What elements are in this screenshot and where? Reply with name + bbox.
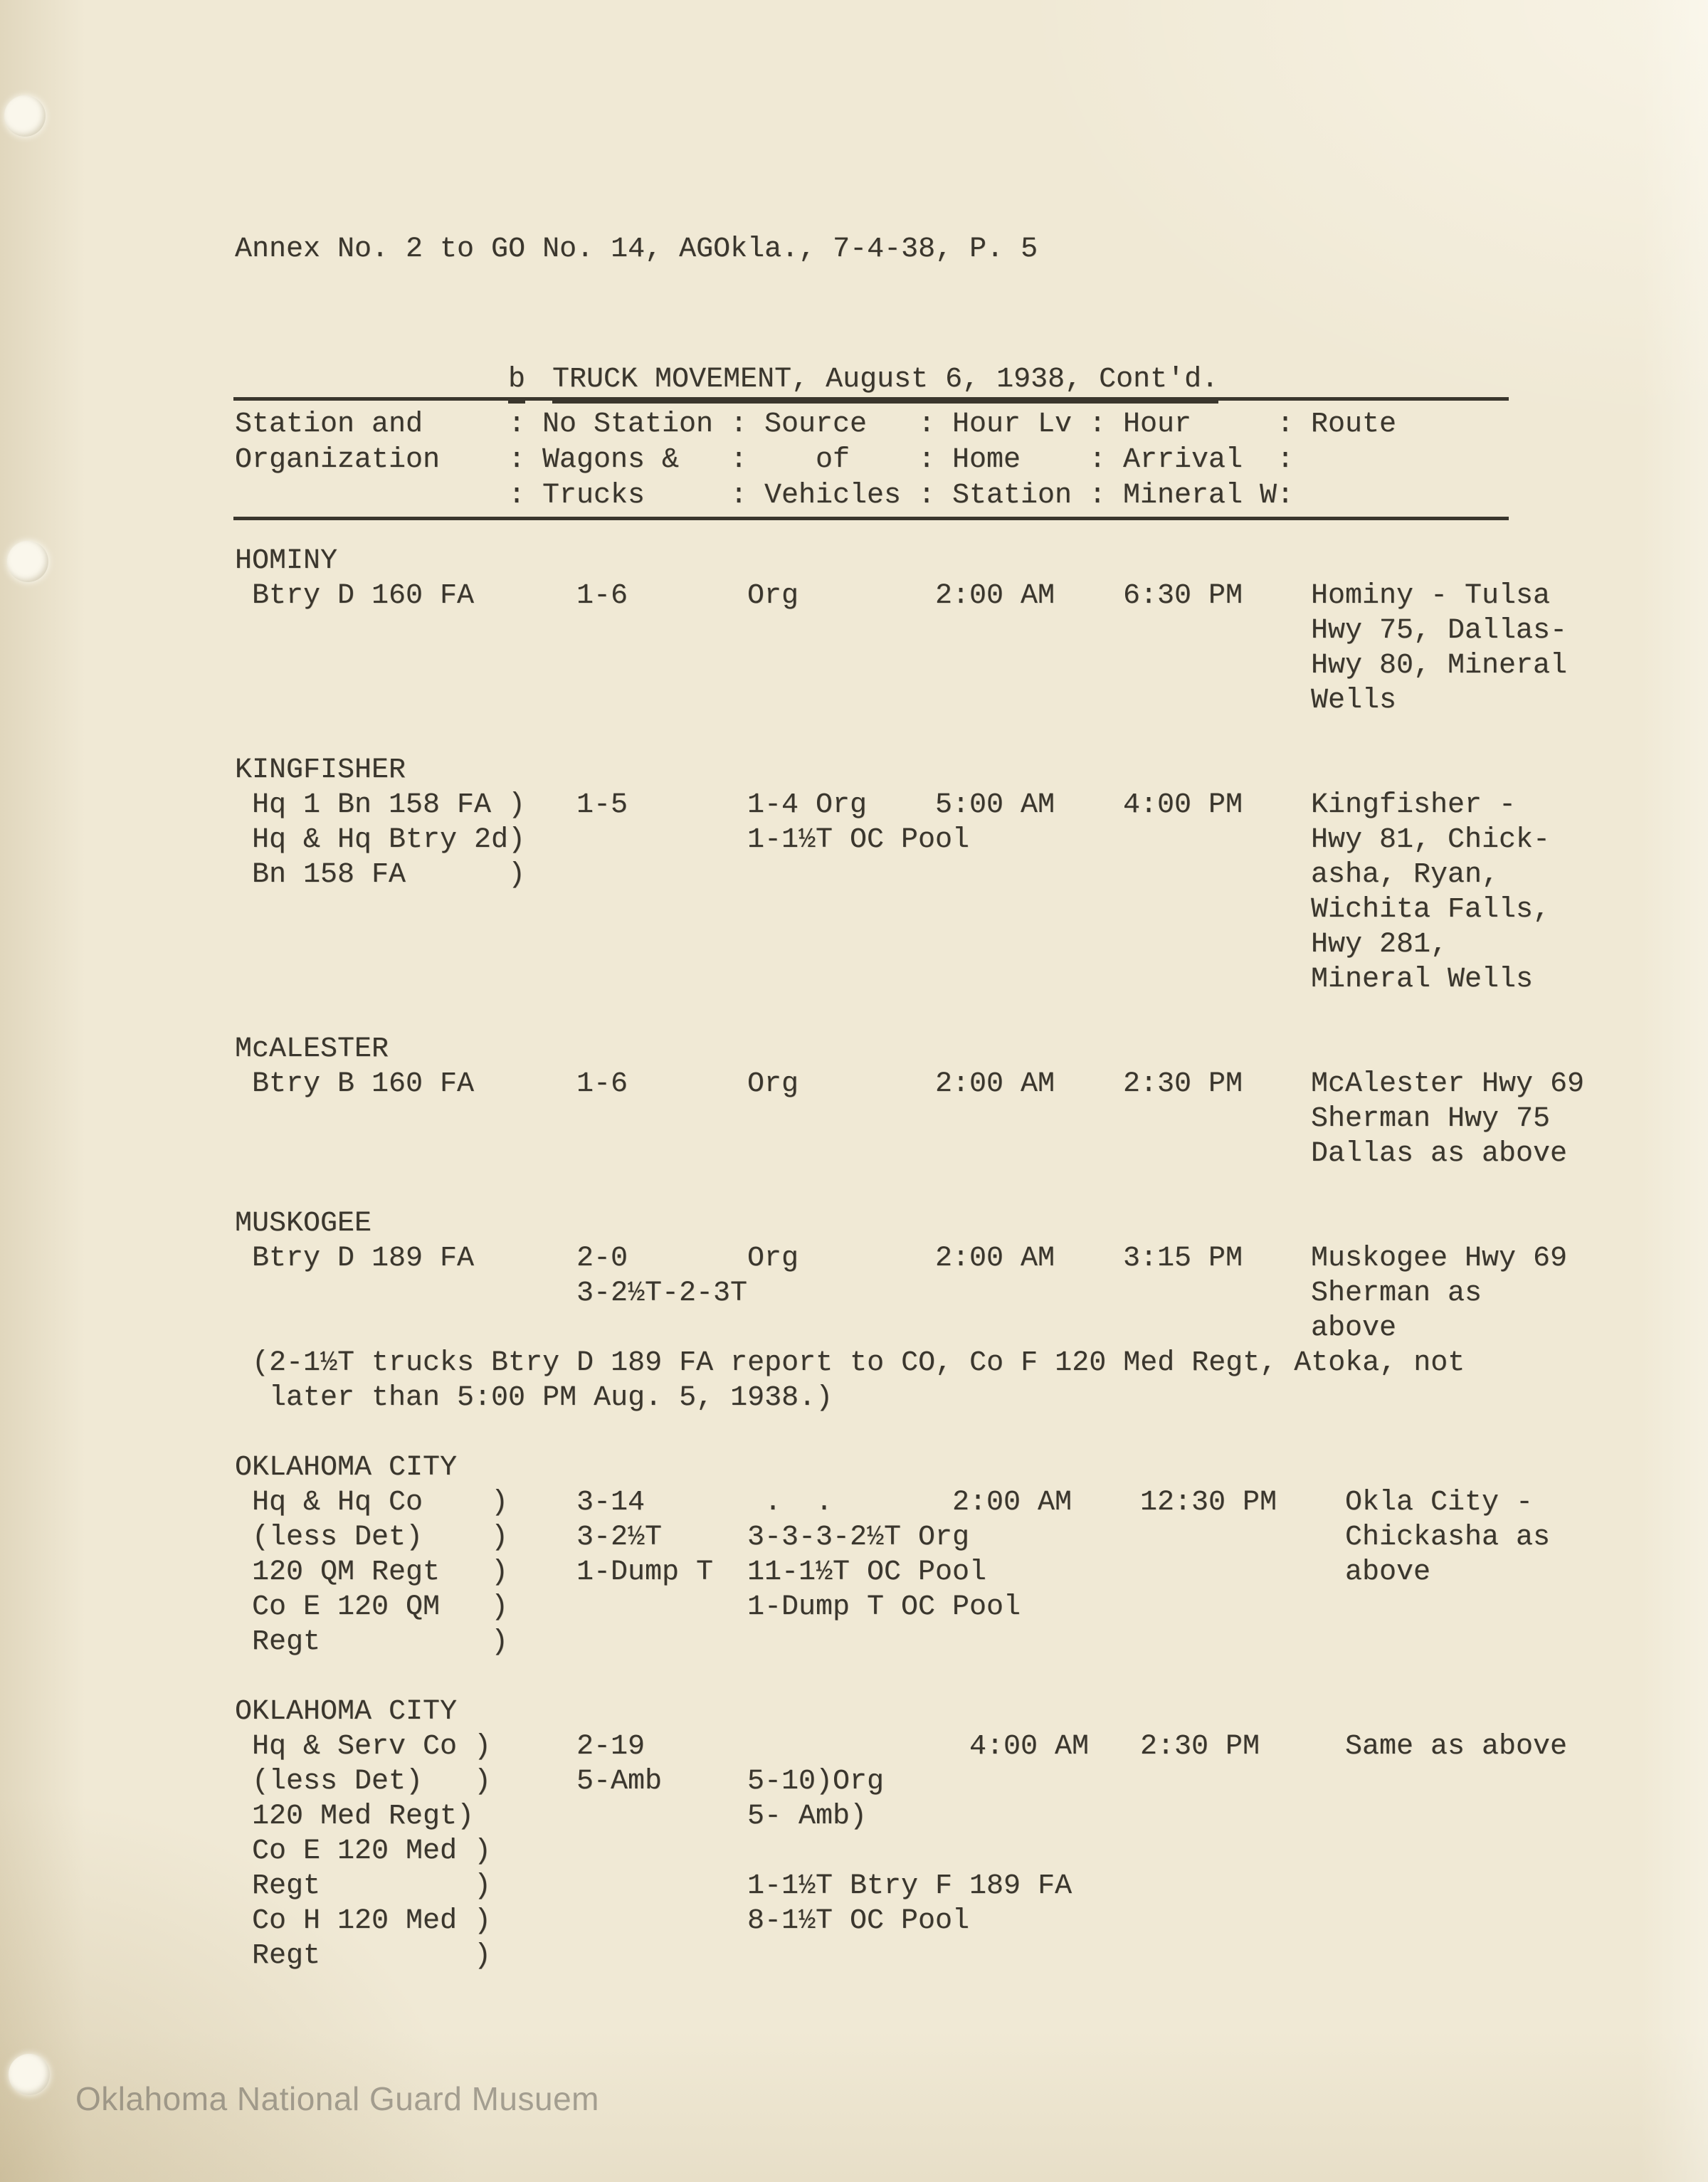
- text-segment: 1-4 Org: [747, 789, 868, 821]
- text-segment: 2:30 PM: [1123, 1068, 1243, 1100]
- text-segment: Wichita Falls,: [1311, 894, 1551, 926]
- text-segment: : Home: [918, 444, 1021, 476]
- text-segment: : Source: [730, 409, 868, 441]
- text-segment: ): [491, 1591, 509, 1623]
- text-segment: (less Det): [252, 1522, 423, 1554]
- text-segment: above: [1345, 1556, 1431, 1588]
- text-segment: Wells: [1311, 685, 1397, 717]
- text-segment: 2:00 AM: [935, 1068, 1055, 1100]
- text-segment: asha, Ryan,: [1311, 859, 1499, 891]
- text-segment: Hwy 81, Chick-: [1311, 824, 1551, 856]
- text-segment: ): [474, 1766, 492, 1798]
- text-segment: : of: [730, 444, 850, 476]
- text-segment: : Mineral W: [1089, 480, 1277, 512]
- text-segment: McALESTER: [235, 1033, 389, 1065]
- text-segment: Sherman as: [1311, 1277, 1482, 1309]
- text-segment: : Vehicles: [730, 480, 902, 512]
- text-segment: 120 Med Regt): [252, 1801, 475, 1833]
- text-segment: ): [508, 859, 526, 891]
- text-segment: Dallas as above: [1311, 1138, 1568, 1170]
- text-segment: Hominy - Tulsa: [1311, 580, 1551, 612]
- text-segment: (2-1½T trucks Btry D 189 FA report to CO, Co F 120 Med Regt, Atoka, not: [252, 1347, 1465, 1379]
- text-segment: : Hour Lv: [918, 409, 1072, 441]
- text-segment: Sherman Hwy 75: [1311, 1103, 1551, 1135]
- text-segment: Okla City -: [1345, 1487, 1534, 1519]
- text-segment: ): [474, 1905, 492, 1937]
- table-top-rule: [233, 397, 1509, 401]
- text-segment: 3-14: [576, 1487, 645, 1519]
- text-segment: 5-10)Org: [747, 1766, 885, 1798]
- text-segment: 1-6: [576, 1068, 628, 1100]
- text-segment: :: [1277, 480, 1295, 512]
- text-segment: Kingfisher -: [1311, 789, 1517, 821]
- text-segment: Same as above: [1345, 1731, 1568, 1763]
- text-segment: ): [491, 1556, 509, 1588]
- title-text: TRUCK MOVEMENT, August 6, 1938, Cont'd.: [552, 364, 1218, 404]
- text-segment: Org: [747, 1068, 799, 1100]
- text-segment: 12:30 PM: [1140, 1487, 1277, 1519]
- text-segment: Regt: [252, 1940, 321, 1972]
- text-segment: Org: [747, 1243, 799, 1275]
- text-segment: 1-Dump T: [576, 1556, 714, 1588]
- text-segment: Hwy 80, Mineral: [1311, 650, 1568, 682]
- text-segment: Org: [747, 580, 799, 612]
- text-segment: 2-19: [576, 1731, 645, 1763]
- table-header-rule: [233, 517, 1509, 520]
- text-segment: Hq & Serv Co: [252, 1731, 458, 1763]
- text-segment: 8-1½T OC Pool: [747, 1905, 970, 1937]
- text-segment: Hq & Hq Btry 2d): [252, 824, 526, 856]
- text-segment: 6:30 PM: [1123, 580, 1243, 612]
- text-segment: 5-Amb: [576, 1766, 663, 1798]
- text-segment: Hwy 281,: [1311, 929, 1448, 961]
- text-segment: : Hour: [1089, 409, 1192, 441]
- text-segment: ): [474, 1870, 492, 1902]
- text-segment: 2:00 AM: [952, 1487, 1072, 1519]
- text-segment: 2-0: [576, 1243, 628, 1275]
- text-segment: HOMINY: [235, 545, 338, 577]
- title-prefix: b: [508, 364, 525, 404]
- text-segment: Hq & Hq Co: [252, 1487, 423, 1519]
- text-segment: Hq 1 Bn 158 FA ): [252, 789, 526, 821]
- text-segment: Mineral Wells: [1311, 964, 1534, 996]
- text-segment: OKLAHOMA CITY: [235, 1696, 458, 1728]
- text-segment: : Station: [918, 480, 1072, 512]
- text-segment: ): [491, 1487, 509, 1519]
- text-segment: Co E 120 QM: [252, 1591, 441, 1623]
- text-segment: 5:00 AM: [935, 789, 1055, 821]
- text-segment: ): [491, 1522, 509, 1554]
- punch-hole: [9, 2054, 50, 2095]
- text-segment: above: [1311, 1312, 1397, 1344]
- text-segment: : Arrival: [1089, 444, 1243, 476]
- text-segment: ): [474, 1940, 492, 1972]
- text-segment: 2:00 AM: [935, 1243, 1055, 1275]
- text-segment: ): [491, 1626, 509, 1658]
- text-segment: Btry D 189 FA: [252, 1243, 475, 1275]
- text-segment: : No Station: [508, 409, 714, 441]
- text-segment: Co E 120 Med: [252, 1835, 458, 1867]
- text-segment: Bn 158 FA: [252, 859, 406, 891]
- text-segment: 2:30 PM: [1140, 1731, 1260, 1763]
- punch-hole: [4, 95, 46, 137]
- text-segment: : Trucks: [508, 480, 645, 512]
- museum-watermark: Oklahoma National Guard Musuem: [75, 2080, 599, 2117]
- text-segment: : Route: [1277, 409, 1397, 441]
- annex-header: Annex No. 2 to GO No. 14, AGOkla., 7-4-38, P. 5: [235, 233, 1038, 265]
- text-segment: McAlester Hwy 69: [1311, 1068, 1585, 1100]
- text-segment: . .: [764, 1487, 833, 1519]
- text-segment: 3-2½T: [576, 1522, 663, 1554]
- punch-hole: [7, 541, 48, 582]
- text-segment: 1-5: [576, 789, 628, 821]
- text-segment: 120 QM Regt: [252, 1556, 441, 1588]
- text-segment: : Wagons &: [508, 444, 680, 476]
- text-segment: Regt: [252, 1626, 321, 1658]
- text-segment: 1-Dump T OC Pool: [747, 1591, 1021, 1623]
- text-segment: Organization: [235, 444, 441, 476]
- text-segment: 3:15 PM: [1123, 1243, 1243, 1275]
- text-segment: 3-3-3-2½T Org: [747, 1522, 970, 1554]
- text-segment: Chickasha as: [1345, 1522, 1551, 1554]
- text-segment: 2:00 AM: [935, 580, 1055, 612]
- text-segment: 3-2½T-2-3T: [576, 1277, 748, 1309]
- text-segment: ): [474, 1731, 492, 1763]
- text-segment: Regt: [252, 1870, 321, 1902]
- text-segment: OKLAHOMA CITY: [235, 1452, 458, 1484]
- text-segment: 1-1½T OC Pool: [747, 824, 970, 856]
- text-segment: KINGFISHER: [235, 754, 406, 786]
- text-segment: ): [474, 1835, 492, 1867]
- text-segment: Station and: [235, 409, 423, 441]
- text-segment: Muskogee Hwy 69: [1311, 1243, 1568, 1275]
- text-segment: Btry B 160 FA: [252, 1068, 475, 1100]
- text-segment: MUSKOGEE: [235, 1208, 372, 1240]
- text-segment: 5- Amb): [747, 1801, 868, 1833]
- text-segment: :: [1277, 444, 1295, 476]
- text-segment: (less Det): [252, 1766, 423, 1798]
- text-segment: Hwy 75, Dallas-: [1311, 615, 1568, 647]
- text-segment: 1-6: [576, 580, 628, 612]
- text-segment: Co H 120 Med: [252, 1905, 458, 1937]
- text-segment: later than 5:00 PM Aug. 5, 1938.): [269, 1382, 833, 1414]
- text-segment: Btry D 160 FA: [252, 580, 475, 612]
- text-segment: 4:00 AM: [969, 1731, 1090, 1763]
- text-segment: 11-1½T OC Pool: [747, 1556, 987, 1588]
- text-segment: 4:00 PM: [1123, 789, 1243, 821]
- text-segment: 1-1½T Btry F 189 FA: [747, 1870, 1072, 1902]
